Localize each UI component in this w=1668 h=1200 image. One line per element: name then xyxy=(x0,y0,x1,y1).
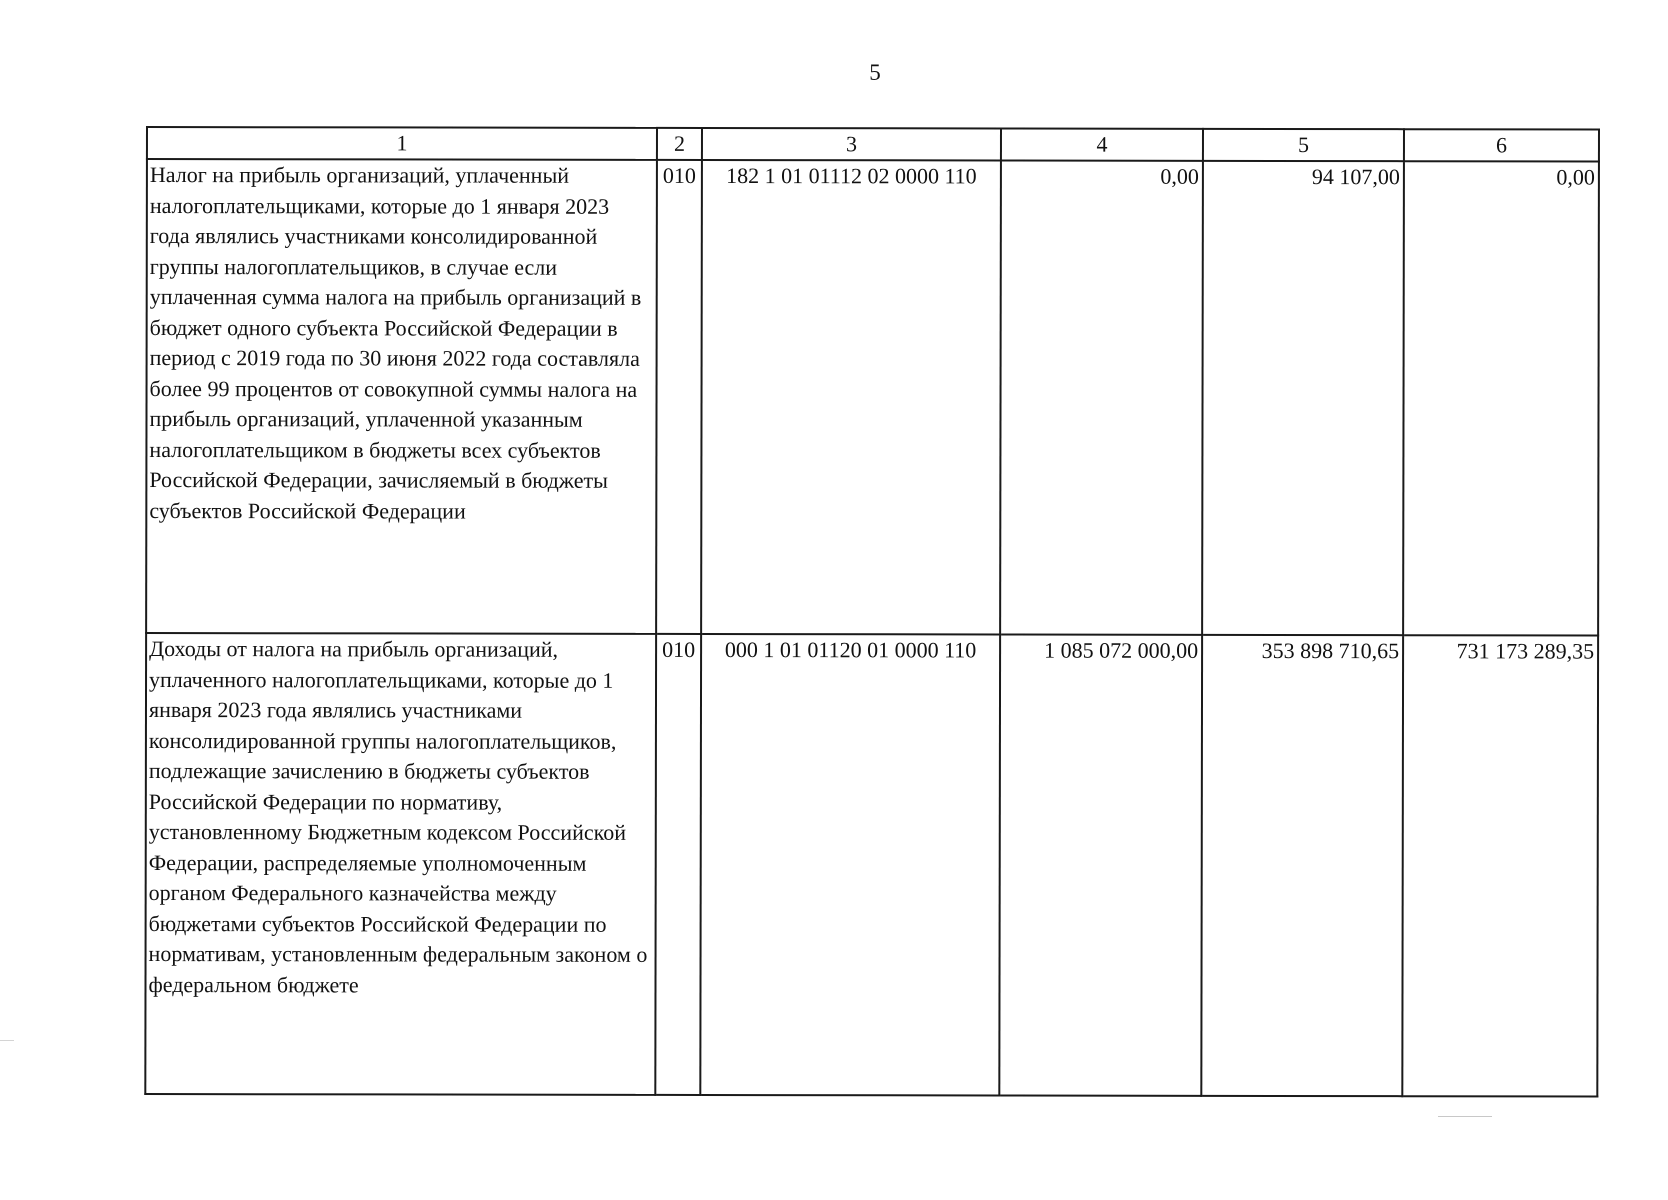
table-row xyxy=(145,633,1598,1097)
column-header-3: 3 xyxy=(702,128,1001,161)
line-code-cell: 010 xyxy=(655,634,701,1095)
column-header-4: 4 xyxy=(1001,128,1203,160)
table-row xyxy=(146,159,1599,636)
income-report-table xyxy=(144,126,1600,1098)
column-header-5: 5 xyxy=(1203,129,1404,161)
income-name-cell: Налог на прибыль организаций, уплаченный налогоплательщиками, которые до 1 января 2023 года являлись участниками консолидированной группы налогоплательщиков, в случае если уплаченная сумма налога на прибыль организаций в бюджет одного субъекта Российской Федерации в период с 2019 года по 30 июня 2022 года составляла более 99 процентов от совокупной суммы налога на прибыль организаций, уплаченной указанным налогоплательщиком в бюджеты всех субъектов Российской Федерации, зачисляемый в бюджеты субъектов Российской Федерации xyxy=(146,159,657,634)
column-header-6: 6 xyxy=(1404,129,1599,161)
scan-artifact-line xyxy=(0,1040,14,1041)
column-header-1: 1 xyxy=(147,127,657,160)
unexecuted-amount-cell: 731 173 289,35 xyxy=(1402,635,1598,1096)
approved-amount-cell: 0,00 xyxy=(1000,160,1203,634)
executed-amount-cell: 94 107,00 xyxy=(1202,161,1404,635)
page-number: 5 xyxy=(869,60,881,85)
income-name-cell: Доходы от налога на прибыль организаций, уплаченного налогоплательщиками, которые до 1 января 2023 года являлись участниками консолидированной группы налогоплательщиков, подлежащие зачислению в бюджеты субъектов Российской Федерации по нормативу, установленному Бюджетным кодексом Российской Федерации, распределяемые уполномоченным органом Федерального казначейства между бюджетами субъектов Российской Федерации по нормативам, установленным федеральным законом о федеральном бюджете xyxy=(145,633,656,1095)
executed-amount-cell: 353 898 710,65 xyxy=(1201,635,1403,1096)
approved-amount-cell: 1 085 072 000,00 xyxy=(999,634,1202,1095)
unexecuted-amount-cell: 0,00 xyxy=(1403,161,1599,635)
budget-classification-code-cell: 182 1 01 01112 02 0000 110 xyxy=(701,160,1001,635)
budget-classification-code-cell: 000 1 01 01120 01 0000 110 xyxy=(700,634,1000,1096)
scan-artifact-line xyxy=(1438,1116,1492,1117)
column-header-2: 2 xyxy=(657,128,702,160)
line-code-cell: 010 xyxy=(656,160,702,634)
column-number-row xyxy=(147,127,1599,162)
